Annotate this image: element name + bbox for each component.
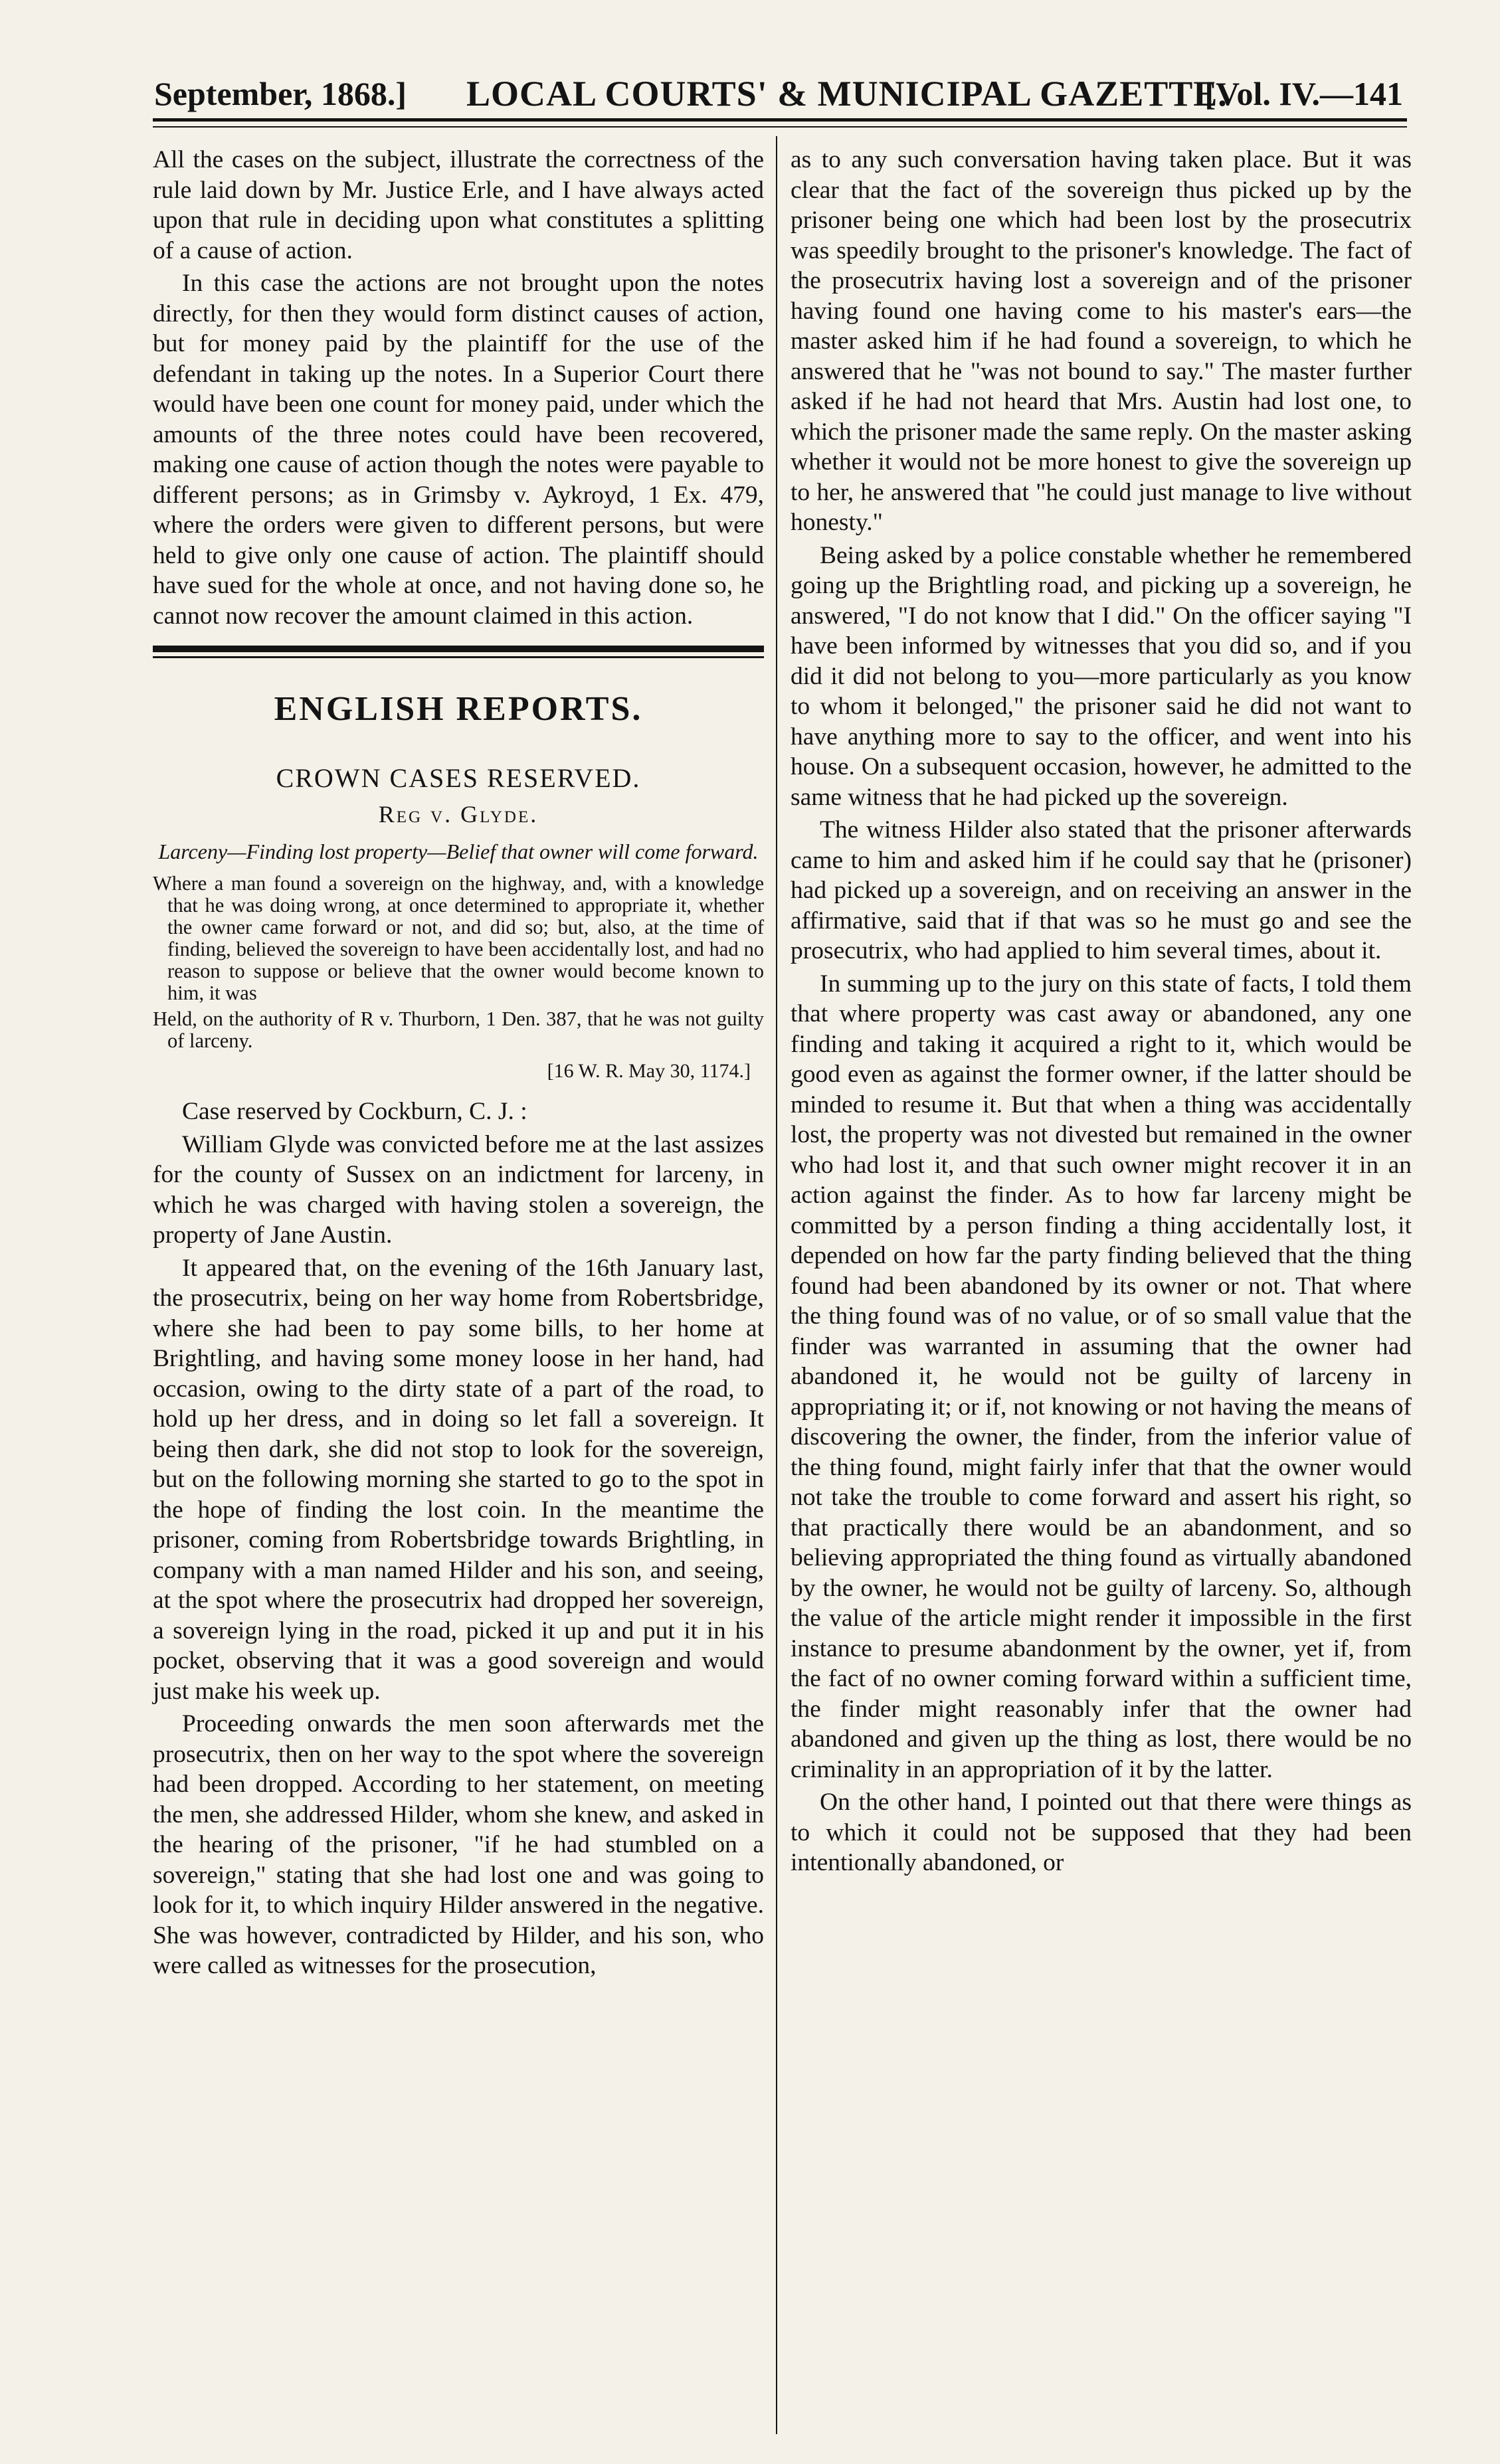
headnote-held: Held, on the authority of R v. Thurborn, 1 Den. 387, that he was not guilty of larceny. — [153, 1007, 764, 1052]
header-rule-thick — [153, 118, 1407, 122]
right-paragraph: Being asked by a police constable whether he remembered going up the Brightling road, and picking up a sovereign, he answered, "I do not know that I did." On the officer saying "I have been informed by witnesses that you did so, and if you did it did not belong to you—more particularly as you know to whom it belonged," the prisoner said he did not want to have anything more to say to the officer, and went into his house. On a subsequent occasion, however, he admitted to the same witness that he had picked up the sovereign. — [791, 541, 1412, 811]
left-column — [153, 145, 764, 1984]
right-column — [791, 145, 1412, 1881]
header-title: LOCAL COURTS' & MUNICIPAL GAZETTE. — [466, 74, 1228, 114]
right-paragraph: In summing up to the jury on this state of facts, I told them that where property was cast away or abandoned, any one finding and taking it acquired a right to it, which would be good even as against the former owner, if the latter should be minded to resume it. But that when a thing was accidentally lost, the property was not divested but remained in the owner who had lost it, and that such owner might recover it in an action against the finder. As to how far larceny might be committed by a person finding a thing accidentally lost, it depended on how far the party finding believed that the thing found had been abandoned by its owner or not. That where the thing found was of no value, or of so small value that the finder was warranted in assuming that the owner had abandoned it, he would not be guilty of larceny in appropriating it; or if, not knowing or not having the means of discovering the owner, the finder, from the inferior value of the thing found, might fairly infer that that the owner would not take the trouble to come forward and assert his right, so that practically there would be an abandonment, and so believing appropriated the thing found as virtually abandoned by the owner, he would not be guilty of larceny. So, although the value of the article might render it impossible in the first instance to presume abandonment by the owner, yet if, from the fact of no owner coming forward within a sufficient time, the finder might reasonably infer that the owner had abandoned and given up the thing as lost, there would be no criminality in an appropriation of it by the latter. — [791, 970, 1412, 1783]
column-divider — [776, 136, 777, 2434]
headnote: Where a man found a sovereign on the highway, and, with a knowledge that he was doing wrong, at once determined to appropriate it, whether the owner came forward or not, and did so; but, also, at the time of finding, believed the sovereign to have been accidentally lost, and had no reason to suppose or believe that the owner would become known to him, it was — [153, 871, 764, 1004]
left-paragraph: All the cases on the subject, illustrate the correctness of the rule laid down by Mr. Justice Erle, and I have always acted upon that rule in deciding upon what constitutes a splitting of a cause of action. — [153, 146, 764, 264]
header-rule-thin — [153, 126, 1407, 128]
right-paragraph: as to any such conversation having taken place. But it was clear that the fact of the sovereign thus picked up by the prisoner being one which had been lost by the prosecutrix was speedily brought to the prisoner's knowledge. The fact of the prosecutrix having lost a sovereign and of the prisoner having found one having come to his master's ears—the master asked him if he had found a sovereign, to which he answered that he "was not bound to say." The master further asked if he had not heard that Mrs. Austin had lost one, to which the prisoner made the same reply. On the master asking whether it would not be more honest to give the sovereign up to her, he answered that "he could just manage to live without honesty." — [791, 146, 1412, 536]
left-paragraph: Case reserved by Cockburn, C. J. : — [182, 1098, 527, 1125]
court-heading: CROWN CASES RESERVED. — [276, 762, 641, 793]
left-paragraph: It appeared that, on the evening of the 16th January last, the prosecutrix, being on her way home from Robertsbridge, where she had been to pay some bills, to her home at Brightling, and having some money loose in her hand, had occasion, owing to the dirty state of a part of the road, to hold up her dress, and in doing so let fall a sovereign. It being then dark, she did not stop to look for the sovereign, but on the following morning she started to go to the spot in the hope of finding the lost coin. In the meantime the prisoner, coming from Robertsbridge towards Brightling, in company with a man named Hilder and his son, and seeing, at the spot where the prosecutrix had dropped her sovereign, a sovereign lying in the road, picked it up and put it in his pocket, observing that it was a good sovereign and would just make his week up. — [153, 1254, 764, 1705]
section-title: ENGLISH REPORTS. — [274, 690, 643, 728]
section-rule-heavy — [153, 646, 764, 652]
left-paragraph: Proceeding onwards the men soon afterwards met the prosecutrix, then on her way to the spot where the sovereign had been dropped. According to her statement, on meeting the men, she addressed Hilder, whom she knew, and asked in the hearing of the prisoner, "if he had stumbled on a sovereign," stating that she had lost one and was going to look for it, to which inquiry Hilder answered in the negative. She was however, contradicted by Hilder, and his son, who were called as witnesses for the prosecution, — [153, 1710, 764, 1979]
case-name: Reg v. Glyde. — [378, 801, 539, 828]
case-citation: [16 W. R. May 30, 1174.] — [547, 1059, 751, 1082]
right-paragraph: The witness Hilder also stated that the prisoner afterwards came to him and asked him if he could say that he (prisoner) had picked up a sovereign, and on receiving an answer in the affirmative, said that if that was so he must go and see the prosecutrix, who had applied to him several times, about it. — [791, 816, 1412, 964]
page-header — [154, 66, 1403, 113]
header-date: September, 1868.] — [154, 75, 407, 112]
left-paragraph: In this case the actions are not brought upon the notes directly, for then they would form distinct causes of action, but for money paid by the plaintiff for the use of the defendant in taking up the notes. In a Superior Court there would have been one count for money paid, under which the amounts of the three notes could have been recovered, making one cause of action though the notes were payable to different persons; as in Grimsby v. Aykroyd, 1 Ex. 479, where the orders were given to different persons, but were held to give only one cause of action. The plaintiff should have sued for the whole at once, and not having done so, he cannot now recover the amount claimed in this action. — [153, 270, 764, 630]
section-rule-thin — [153, 656, 764, 658]
left-paragraph: William Glyde was convicted before me at the last assizes for the county of Sussex on an indictment for larceny, in which he was charged with having stolen a sovereign, the property of Jane Austin. — [153, 1130, 764, 1249]
headnote-title: Larceny—Finding lost property—Belief that owner will come forward. — [158, 839, 759, 863]
right-paragraph: On the other hand, I pointed out that there were things as to which it could not be supposed that they had been intentionally abandoned, or — [791, 1789, 1412, 1876]
header-volume: [Vol. IV.—141 — [1204, 75, 1403, 112]
